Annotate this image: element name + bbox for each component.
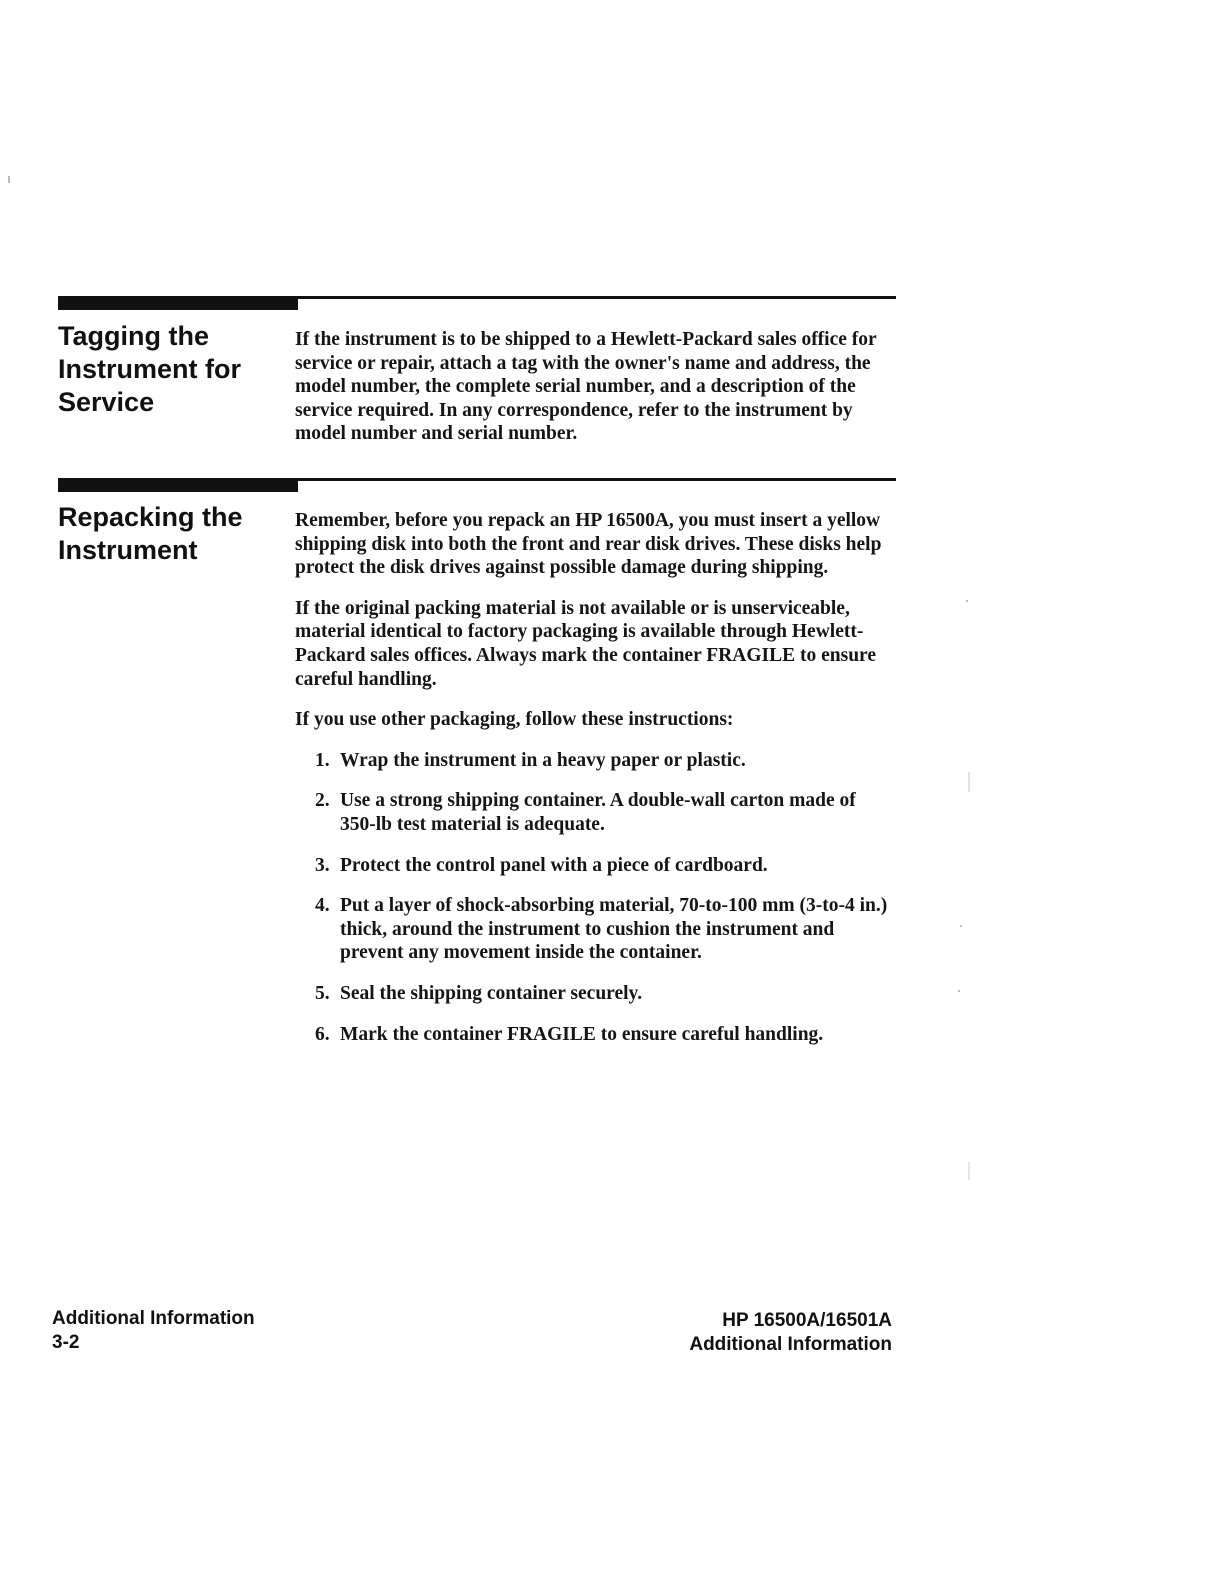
packing-step bbox=[295, 749, 895, 773]
step-number: 6. bbox=[315, 1023, 330, 1045]
repacking-body bbox=[295, 509, 895, 1063]
footer-model-number: HP 16500A/16501A bbox=[722, 1310, 892, 1331]
rule-thin-line bbox=[296, 478, 896, 481]
step-text: Protect the control panel with a piece of cardboard. bbox=[340, 854, 768, 876]
packing-step bbox=[295, 1023, 895, 1047]
step-number: 2. bbox=[315, 790, 330, 812]
section-rule-repacking bbox=[58, 478, 896, 494]
scan-speck bbox=[968, 1162, 970, 1180]
section-rule-tagging bbox=[58, 296, 896, 312]
packing-step bbox=[295, 854, 895, 878]
packing-step bbox=[295, 982, 895, 1006]
packing-step bbox=[295, 789, 895, 836]
repacking-heading-line1: Repacking the bbox=[58, 502, 243, 532]
tagging-heading-line1: Tagging the bbox=[58, 321, 209, 351]
tagging-heading-line2: Instrument for bbox=[58, 354, 242, 384]
tagging-heading-line3: Service bbox=[58, 387, 155, 417]
scan-speck bbox=[958, 990, 960, 992]
scan-speck bbox=[968, 772, 970, 792]
step-number: 1. bbox=[315, 749, 330, 771]
footer-chapter-title: Additional Information bbox=[689, 1334, 892, 1355]
step-text: Use a strong shipping container. A double-wall carton made of 350-lb test material is adequate. bbox=[340, 790, 856, 835]
tagging-body bbox=[295, 328, 895, 463]
packing-step bbox=[295, 894, 895, 965]
rule-thick-bar bbox=[58, 296, 298, 310]
footer-page-number: 3-2 bbox=[52, 1332, 80, 1353]
repacking-heading-line2: Instrument bbox=[58, 535, 198, 565]
scan-speck bbox=[8, 176, 10, 183]
packing-steps-list bbox=[295, 749, 895, 1046]
rule-thick-bar bbox=[58, 478, 298, 492]
footer-right bbox=[689, 1309, 892, 1357]
scan-speck bbox=[966, 600, 968, 602]
step-text: Wrap the instrument in a heavy paper or plastic. bbox=[340, 749, 746, 771]
step-text: Mark the container FRAGILE to ensure careful handling. bbox=[340, 1023, 824, 1045]
tagging-paragraph: If the instrument is to be shipped to a Hewlett-Packard sales office for service or repair, attach a tag with the owner's name and address, the model number, the complete serial number, and a description of the service required. In any correspondence, refer to the instrument by model number and serial number. bbox=[295, 329, 877, 445]
repacking-heading bbox=[58, 501, 283, 567]
rule-thin-line bbox=[296, 296, 896, 299]
tagging-heading bbox=[58, 320, 283, 419]
step-number: 4. bbox=[315, 895, 330, 917]
footer-section-title: Additional Information bbox=[52, 1308, 255, 1329]
step-number: 3. bbox=[315, 854, 330, 876]
repacking-paragraph-3: If you use other packaging, follow these instructions: bbox=[295, 709, 734, 731]
step-text: Put a layer of shock-absorbing material, 70-to-100 mm (3-to-4 in.) thick, around the instrument to cushion the instrument and prevent any movement inside the container. bbox=[340, 895, 888, 964]
repacking-paragraph-2: If the original packing material is not available or is unserviceable, material identical to factory packaging is available through Hewlett-Packard sales offices. Always mark the container FRAGILE to ensure careful handling. bbox=[295, 597, 876, 690]
scan-speck bbox=[960, 925, 962, 927]
repacking-paragraph-1: Remember, before you repack an HP 16500A, you must insert a yellow shipping disk into both the front and rear disk drives. These disks help protect the disk drives against possible damage during shipping. bbox=[295, 510, 882, 579]
step-text: Seal the shipping container securely. bbox=[340, 982, 643, 1004]
step-number: 5. bbox=[315, 982, 330, 1004]
footer-left bbox=[52, 1307, 255, 1355]
